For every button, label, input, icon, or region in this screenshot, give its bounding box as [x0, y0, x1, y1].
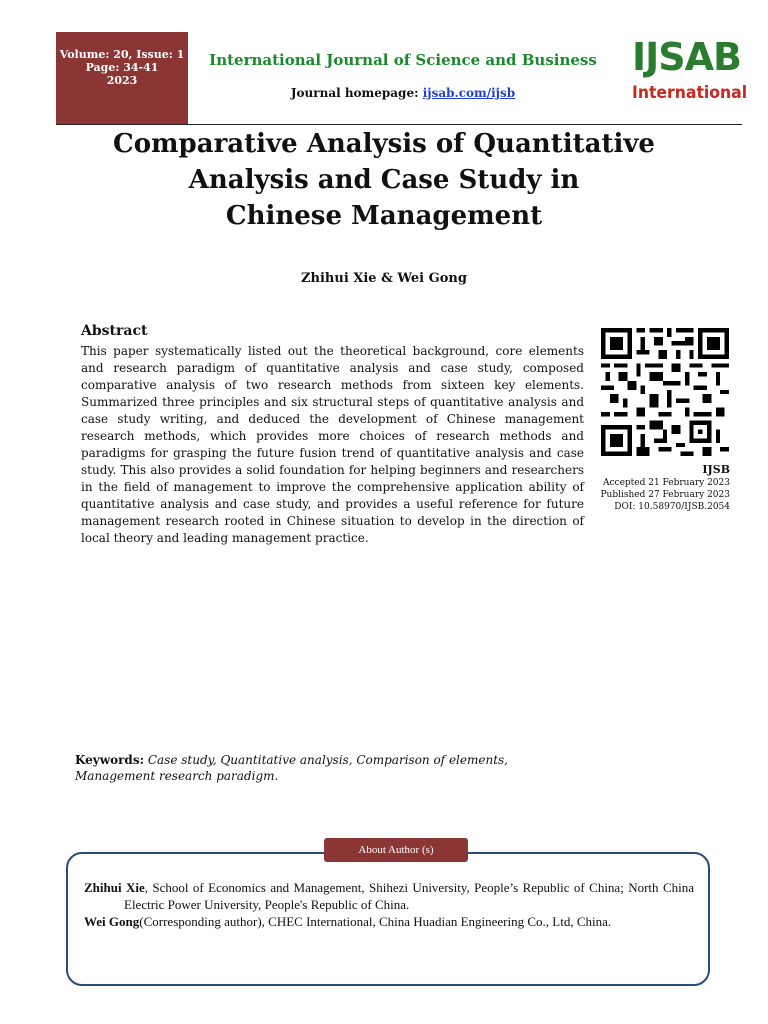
paper-title — [60, 126, 708, 234]
author-2-role: (Corresponding author), — [139, 914, 265, 929]
volume-info-box — [56, 32, 188, 124]
keywords-text: Case study, Quantitative analysis, Comparison of elements, Management research paradigm. — [75, 753, 508, 783]
title-line: Analysis and Case Study in — [188, 165, 580, 195]
meta-journal-label: IJSB — [702, 463, 730, 476]
author-2-entry — [84, 913, 694, 930]
accepted-date: Accepted 21 February 2023 — [602, 478, 730, 488]
author-1-entry — [84, 879, 694, 913]
author-2-name: Wei Gong — [84, 914, 140, 929]
header-divider — [56, 124, 742, 125]
keywords — [75, 752, 590, 784]
doi: DOI: 10.58970/IJSB.2054 — [614, 502, 730, 512]
about-author-tab: About Author (s) — [324, 838, 468, 862]
title-line: Comparative Analysis of Quantitative — [113, 129, 655, 159]
volume-issue: Volume: 20, Issue: 1 — [59, 48, 185, 61]
ijsab-logo — [628, 33, 748, 115]
journal-homepage — [190, 86, 616, 100]
abstract-heading: Abstract — [81, 323, 148, 339]
published-date: Published 27 February 2023 — [600, 490, 730, 500]
keywords-label: Keywords: — [75, 753, 145, 767]
author-2-affiliation: CHEC International, China Huadian Engineering Co., Ltd, China. — [264, 914, 612, 929]
publication-meta — [600, 462, 730, 513]
year: 2023 — [106, 74, 138, 87]
journal-name: International Journal of Science and Business — [209, 51, 597, 69]
logo-international-text: International — [632, 83, 748, 103]
qr-code-icon — [601, 326, 729, 458]
abstract-body: This paper systematically listed out the theoretical background, core elements and research paradigm of quantitative analysis and case study, composed comparative analysis of two research methods from sixteen key elements. Summarized three principles and six structural steps of quantitative analysis and case study writing, and deduced the development of Chinese management research methods, which provides more choices of research methods and paradigms for grasping the future fusion trend of quantitative analysis and case study. This also provides a solid foundation for helping beginners and researchers in the field of management to improve the comprehensive application ability of quantitative analysis and case study, and provides a useful reference for future management research rooted in Chinese situation to develop in the direction of local theory and leading management practice. — [81, 344, 584, 545]
author-names: Zhihui Xie & Wei Gong — [301, 271, 467, 286]
page-range: Page: 34-41 — [85, 61, 159, 74]
logo-ijsab-text: IJSAB — [632, 35, 742, 79]
author-1-affiliation: , School of Economics and Management, Shihezi University, People’s Republic of China; North China Electric Power University, People's Republic of China. — [124, 880, 694, 912]
title-line: Chinese Management — [225, 201, 543, 231]
author-affiliations — [84, 879, 694, 930]
homepage-label: Journal homepage: — [290, 86, 419, 100]
homepage-link[interactable]: ijsab.com/ijsb — [422, 86, 516, 100]
author-1-name: Zhihui Xie — [84, 880, 145, 895]
